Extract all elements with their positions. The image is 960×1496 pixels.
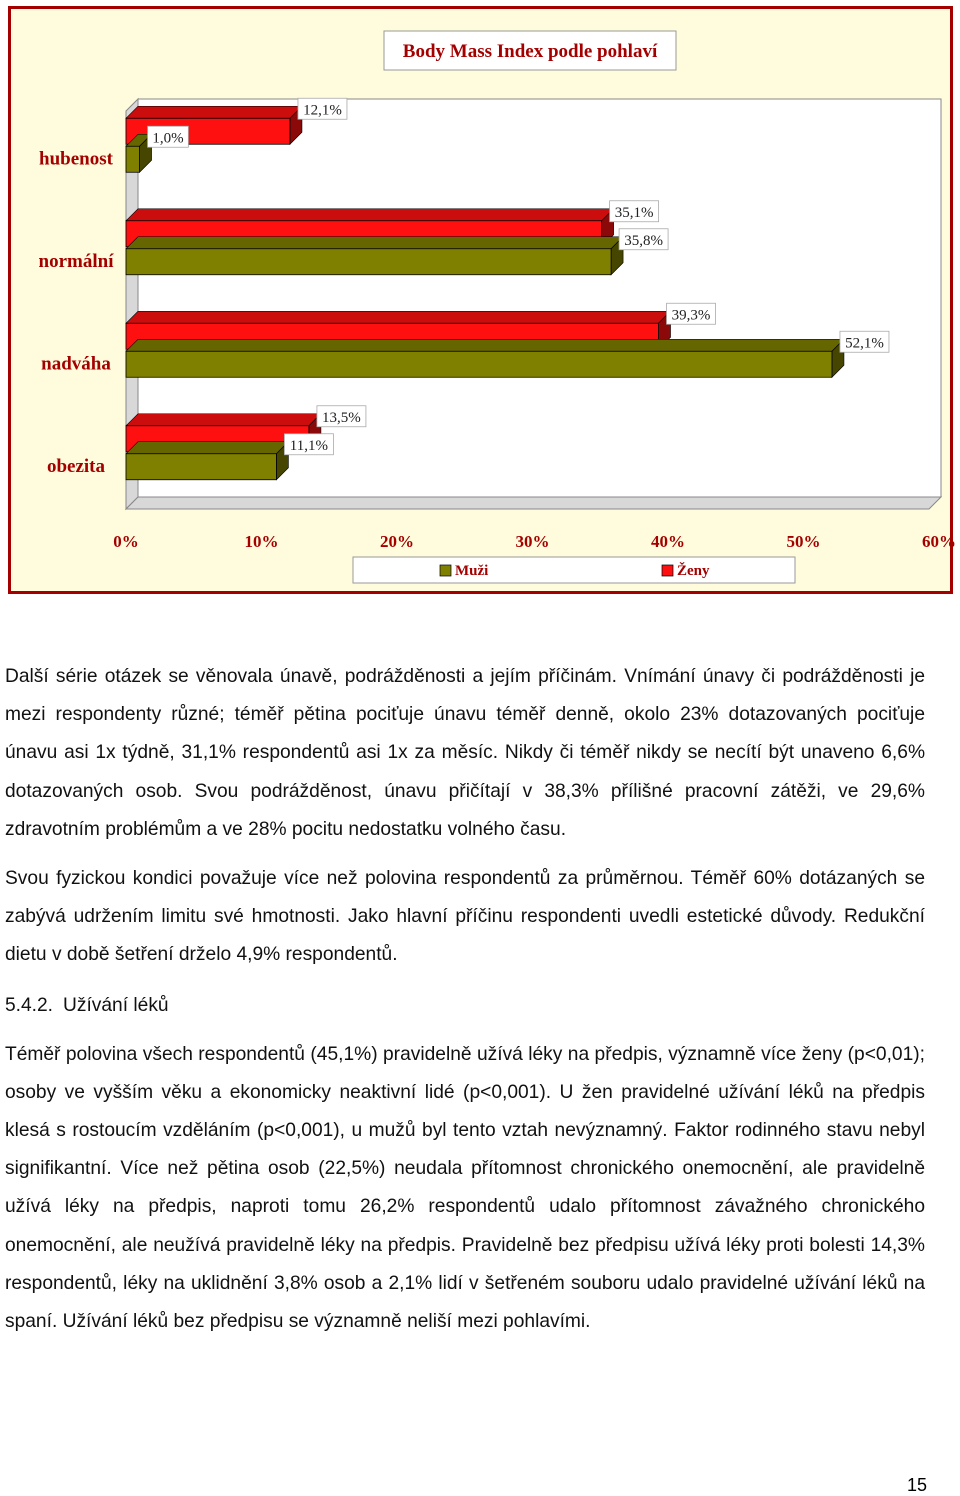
chart-title: Body Mass Index podle pohlaví: [402, 41, 658, 62]
legend-label-zeny: Ženy: [677, 563, 710, 579]
x-tick-label: 30%: [515, 532, 550, 551]
bar-top-face: [126, 209, 614, 221]
bmi-chart-svg: [11, 9, 956, 591]
paragraph-medication: Téměř polovina všech respondentů (45,1%) pravidelně užívá léky na předpis, významně více ženy (p<0,01); osoby ve vyšším věku a ekonomicky neaktivní lidé (p<0,001). U žen pravidelné užívání léků na předpis klesá s rostoucím vzděláním (p<0,001), u mužů byl tento vztah nevýznamný. Faktor rodinného stavu nebyl signifikantní. Více než pětina osob (22,5%) neudala přítomnost chronického onemocnění, ale pravidelně užívá léky na předpis, naproti tomu 26,2% respondentů udalo přítomnost závažného chronického onemocnění, ale neužívá pravidelně léky na předpis. Pravidelně bez předpisu užívá léky proti bolesti 14,3% respondentů, léky na uklidnění 3,8% osob a 2,1% lidí v šetřeném souboru udalo pravidelné užívání léků na spaní. Užívání léků bez předpisu se významně neliší mezi pohlavími.: [5, 1043, 925, 1333]
data-label: 13,5%: [322, 409, 361, 426]
bar-top-face: [126, 106, 302, 118]
bar-top-face: [126, 414, 321, 426]
data-label: 11,1%: [289, 437, 329, 454]
x-tick-label: 60%: [922, 532, 956, 551]
bar-top-face: [126, 339, 844, 351]
legend-swatch-muzi: [440, 565, 451, 576]
x-tick-label: 40%: [651, 532, 685, 551]
chart-floor: [126, 497, 941, 509]
legend-box: [353, 557, 795, 583]
bar: [126, 146, 140, 172]
bmi-chart: [8, 6, 956, 594]
section-number: 5.4.2.: [5, 994, 54, 1016]
legend-swatch-zeny: [662, 565, 673, 576]
x-tick-label: 10%: [244, 532, 279, 551]
category-label: obezita: [46, 455, 106, 477]
bar-top-face: [126, 311, 671, 323]
x-tick-label: 0%: [113, 532, 139, 551]
section-title: Užívání léků: [63, 994, 169, 1016]
legend-label-muzi: Muži: [455, 563, 489, 579]
paragraph-fatigue: Další série otázek se věnovala únavě, podrážděnosti a jejím příčinám. Vnímání únavy či podrážděnosti je mezi respondenty různé; téměř pětina pociťuje únavu téměř denně, okolo 23% dotazovaných pociťuje únavu asi 1x týdně, 31,1% respondentů asi 1x za měsíc. Nikdy či téměř nikdy se necítí být unaveno 6,6% dotazovaných osob. Svou podrážděnost, únavu přičítají v 38,3% přílišné pracovní zátěži, ve 29,6% zdravotním problémům a ve 28% pocitu nedostatku volného času.: [5, 666, 925, 840]
data-label: 39,3%: [671, 307, 711, 324]
category-label: nadváha: [41, 353, 111, 375]
bar-top-face: [126, 442, 288, 454]
data-label: 35,1%: [614, 204, 654, 221]
data-label: 12,1%: [303, 102, 342, 119]
bar: [126, 249, 611, 275]
section-heading: [5, 987, 925, 1025]
x-tick-label: 20%: [380, 532, 414, 551]
data-label: 52,1%: [845, 335, 884, 352]
paragraph-fitness: Svou fyzickou kondici považuje více než polovina respondentů za průměrnou. Téměř 60% dotázaných se zabývá udržením limitu své hmotnosti. Jako hlavní příčinu respondenti uvedli estetické důvody. Redukční dietu v době šetření drželo 4,9% respondentů.: [5, 868, 925, 966]
bar: [126, 351, 832, 377]
body-text: [5, 658, 925, 1341]
bar-top-face: [126, 237, 623, 249]
page-number: 15: [906, 1475, 927, 1495]
x-tick-label: 50%: [786, 532, 821, 551]
bar: [126, 454, 276, 480]
category-label: normální: [38, 250, 114, 272]
data-label: 35,8%: [624, 232, 663, 249]
data-label: 1,0%: [152, 130, 184, 147]
category-label: hubenost: [39, 148, 113, 170]
